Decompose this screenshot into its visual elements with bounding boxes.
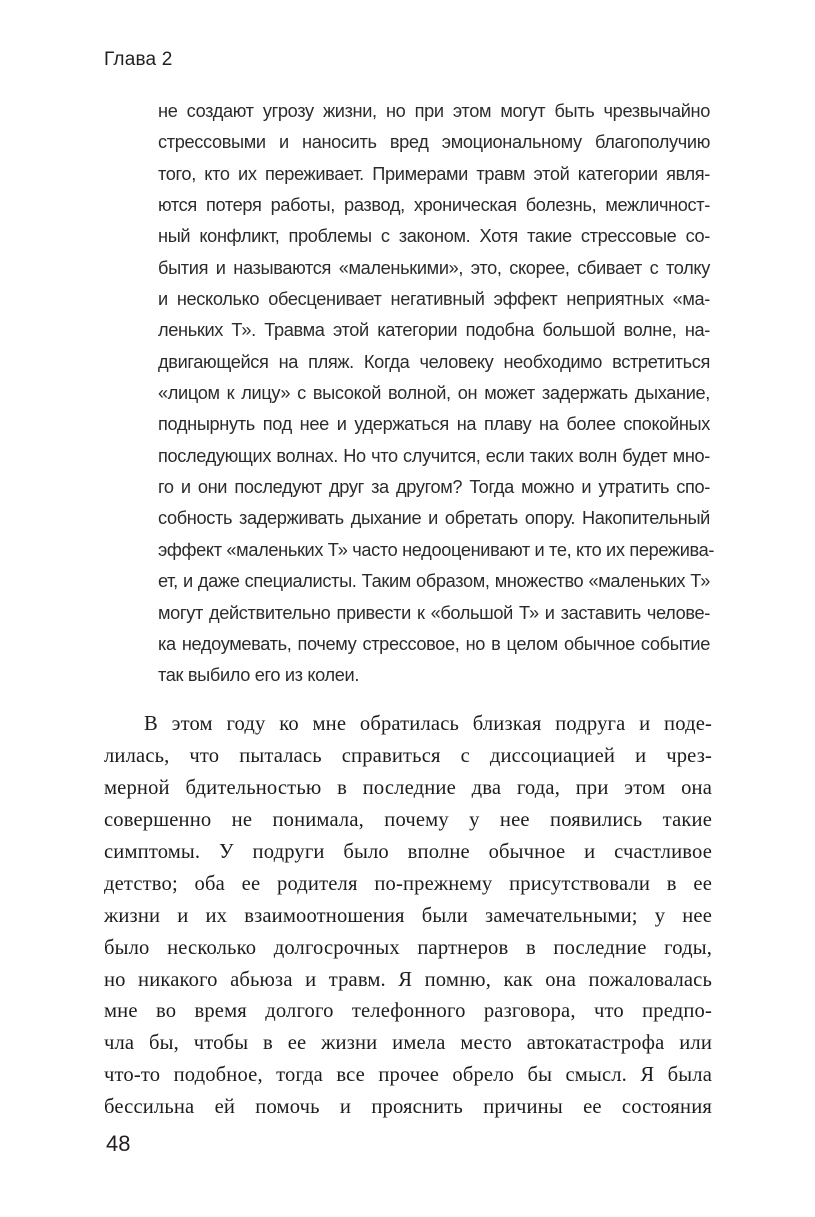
sidebar-line: ный конфликт, проблемы с законом. Хотя такие стрессовые со- [158, 226, 710, 247]
body-line: мерной бдительностью в последние два года, при этом она [104, 776, 712, 799]
sidebar-line: и несколько обесценивает негативный эффект неприятных «ма- [158, 289, 710, 310]
body-line: чла бы, чтобы в ее жизни имела место автокатастрофа или [104, 1032, 712, 1055]
sidebar-line: стрессовыми и наносить вред эмоциональному благополучию [158, 132, 710, 153]
sidebar-line: эффект «маленьких Т» часто недооценивают и те, кто их пережива- [158, 539, 715, 560]
sidebar-line: леньких Т». Травма этой категории подобна большой волне, на- [158, 320, 710, 341]
body-line: жизни и их взаимоотношения были замечательными; у нее [104, 904, 712, 927]
running-head-chapter: Глава 2 [104, 49, 173, 70]
sidebar-line: го и они последуют друг за другом? Тогда можно и утратить спо- [158, 477, 710, 498]
body-line: совершенно не понимала, почему у нее появились такие [104, 808, 712, 831]
sidebar-line: могут действительно привести к «большой Т» и заставить челове- [158, 602, 710, 623]
sidebar-line: двигающейся на пляж. Когда человеку необходимо встретиться [158, 351, 710, 372]
body-line: симптомы. У подруги было вполне обычное и счастливое [104, 840, 712, 863]
body-line: мне во время долгого телефонного разговора, что предпо- [104, 1000, 712, 1023]
sidebar-line: ет, и даже специалисты. Таким образом, множество «маленьких Т» [158, 571, 710, 592]
sidebar-line: так выбило его из колеи. [158, 665, 360, 686]
sidebar-line: ка недоумевать, почему стрессовое, но в целом обычное событие [158, 633, 710, 654]
sidebar-text-block [158, 96, 715, 692]
page-number: 48 [106, 1131, 131, 1156]
body-paragraph [104, 709, 712, 1124]
sidebar-line: «лицом к лицу» с высокой волной, он может задержать дыхание, [158, 383, 710, 404]
body-line: лилась, что пыталась справиться с диссоциацией и чрез- [104, 744, 712, 767]
sidebar-line: ются потеря работы, развод, хроническая болезнь, межличност- [158, 195, 710, 216]
body-line: бессильна ей помочь и прояснить причины ее состояния [104, 1096, 712, 1119]
sidebar-line: бытия и называются «маленькими», это, скорее, сбивает с толку [158, 257, 710, 278]
sidebar-line: последующих волнах. Но что случится, если таких волн будет мно- [158, 445, 710, 466]
sidebar-line: собность задерживать дыхание и обретать опору. Накопительный [158, 508, 710, 529]
sidebar-line: того, кто их переживает. Примерами травм этой категории явля- [158, 163, 710, 184]
sidebar-line: поднырнуть под нее и удержаться на плаву на более спокойных [158, 414, 710, 435]
sidebar-line: не создают угрозу жизни, но при этом могут быть чрезвычайно [158, 101, 710, 121]
body-line: было несколько долгосрочных партнеров в последние годы, [104, 936, 712, 959]
body-line: что-то подобное, тогда все прочее обрело бы смысл. Я была [104, 1064, 712, 1087]
body-line: детство; оба ее родителя по-прежнему присутствовали в ее [104, 872, 712, 895]
body-line: но никакого абьюза и травм. Я помню, как она пожаловалась [104, 968, 712, 991]
body-line: В этом году ко мне обратилась близкая подруга и поде- [144, 713, 712, 735]
